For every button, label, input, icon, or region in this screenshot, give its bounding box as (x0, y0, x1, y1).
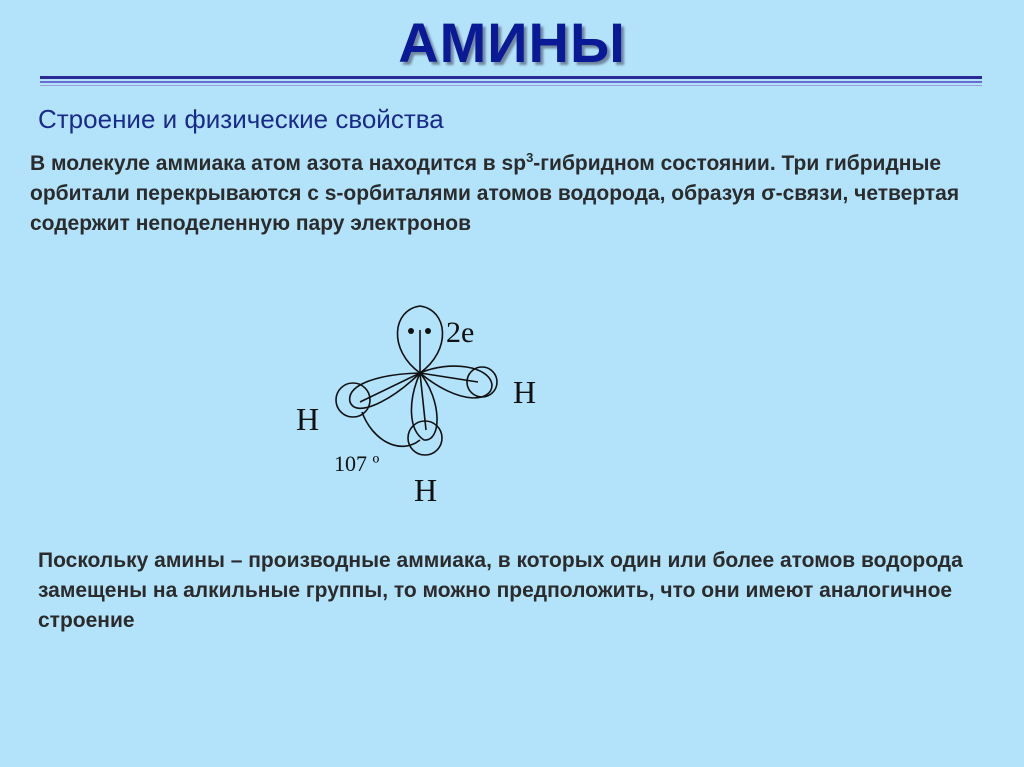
lone-pair-label: 2e (446, 316, 475, 349)
ammonia-orbital-diagram (280, 290, 570, 520)
title-divider-line-2 (40, 81, 982, 83)
title-divider-line-3 (40, 85, 982, 86)
amines-analogy-paragraph: Поскольку амины – производные аммиака, в которых один или более атомов водорода замещены на алкильные группы, то можно предположить, что они имеют аналогичное строение (38, 549, 963, 632)
hydrogen-label-left: H (296, 401, 320, 437)
paragraph1-text-start: В молекуле аммиака атом азота находится в sp (30, 152, 527, 175)
hydrogen-label-right: H (513, 374, 537, 410)
right-hybrid-orbital (420, 366, 492, 398)
paragraph1-text-end: -гибридном состоянии. Три гибридные орбитали перекрываются с s-орбиталями атомов водорода, образуя σ-связи, четвертая содержит неподеленную пару электронов (30, 152, 960, 235)
bond-angle-label: 107 º (334, 451, 380, 476)
superscript-3: 3 (526, 150, 534, 165)
electron-dot-left (408, 328, 414, 334)
title-divider-line (40, 76, 982, 79)
slide-subtitle: Строение и физические свойства (38, 104, 444, 134)
ammonia-structure-paragraph (30, 149, 960, 239)
slide-title: АМИНЫ (398, 11, 626, 74)
hydrogen-label-bottom: H (414, 472, 438, 508)
electron-dot-right (425, 328, 431, 334)
